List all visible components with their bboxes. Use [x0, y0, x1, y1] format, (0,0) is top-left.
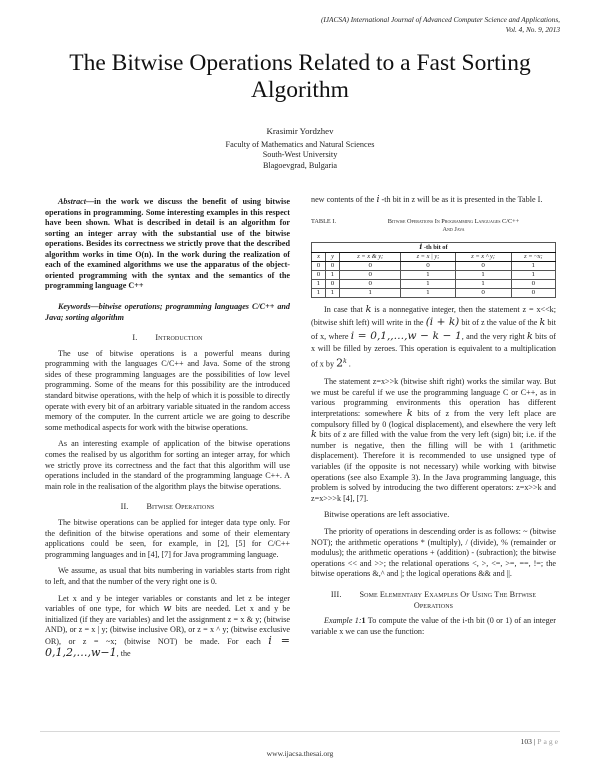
bitwise-paragraph-2: We assume, as usual that bits numbering in variables starts from right to left, and that the number of the very right one is 0.	[45, 566, 290, 586]
table-caption	[311, 218, 556, 234]
author-location: Blagoevgrad, Bulgaria	[262, 160, 338, 170]
table-row: 1 1 1 1 0 0	[312, 288, 556, 297]
shift-left-paragraph: In case that k is a nonnegative integer, then the statement z = x<<k; (bitwise shift left) will write in the (i + k) bit of z the value of the k bit of x, where i = 0,1,,…,w − k − 1, and the very right k bits of x will be filled by zeroes. This operation is equivalent to a multiplication of x by 2$^k$ .	[311, 303, 557, 370]
table-row: 0 1 0 1 1 1	[312, 270, 556, 279]
paper-title	[40, 50, 560, 104]
column-header: z = x | y;	[401, 252, 455, 261]
keywords: Keywords—bitwise operations; programming languages C/C++ and Java; sorting algorithm	[45, 301, 290, 322]
title-line-2: Algorithm	[251, 77, 349, 103]
section-heading-introduction: I. Introduction	[132, 333, 203, 343]
table-row: 1 0 0 1 1 0	[312, 279, 556, 288]
priority-paragraph: The priority of operations in descending order is as follows: ~ (bitwise NOT); the arithmetic operations * (multiply), / (divide), % (remainder or modulus); the arithmetic operations + (addition) - (subraction); the bitwise operations << and >>; the relational operations <, >, <=, >=, ==, !=; the bitwise operations &,^ and |; the logical operations && and ||.	[311, 527, 556, 579]
truth-table	[311, 242, 556, 298]
column-header: x	[312, 252, 326, 261]
abstract-lead: Abstract	[58, 197, 86, 206]
journal-name: (IJACSA) International Journal of Advanced Computer Science and Applications,	[320, 15, 560, 24]
intro-paragraph-1: The use of bitwise operations is a powerful means during programming with the languages C/C++ and Java. Some of the strong sides of these programming languages are the possibilities of low level programming. Some of the means for this possibility are the introduced standard bitwise operations, with the help of which it is possible to directly operate with every bit of an arbitrary variable situated in the random access memory of the computer. In the current article we are going to describe some methodical aspects for work with the bitwise operations.	[45, 348, 291, 432]
table-row: 0 0 0 0 0 1	[312, 261, 556, 270]
shift-right-paragraph: The statement z=x>>k (bitwise shift right) works the similar way. But we must be careful if we use the programming language C or C++, as in various programming environments this operation has different interpretations: somewhere k bits of z from the very left place are compulsory filled by 0 (logical displacement), and elsewhere the very left k bits of z are filled with the value from the very left (sign) bit; i.e. if the number is negative, then the filling will be with 1 (arithmetic displacement). Therefore it is recommended to use unsigned type of variables (if the opposite is not necessary) while working with bitwise operations (see also Example 3). In the Java programming language, this problem is solved by introducing the two different operators: z=x>>k and z=x>>>k [4], [7].	[311, 377, 557, 503]
abstract-text: —in the work we discuss the benefit of using bitwise operations in programming. Some interesting examples in this respect have been shown. What is described in detail is an algorithm for sorting an integer array with the substantial use of the bitwise operations. Besides its correctness we strictly prove that the described algorithm works in time O(n). In the work during the realization of each of the examined algorithms we use the apparatus of the object-oriented programming with the syntax and the semantics of the programming language C++	[45, 197, 290, 291]
associativity-paragraph: Bitwise operations are left associative.	[324, 510, 450, 520]
footer-url: www.ijacsa.thesai.org	[266, 749, 334, 758]
math-w: w	[163, 603, 172, 615]
column-header: y	[326, 252, 340, 261]
table-label: TABLE I.	[311, 217, 337, 225]
right-column	[311, 195, 556, 643]
section-heading-bitwise-operations: II. Bitwise Operations	[120, 502, 215, 512]
table-caption-line-1: Bitwise Operations In Programming Languages C/C++	[387, 217, 520, 225]
page-number: 103 | Page	[520, 737, 560, 746]
intro-paragraph-2: As an interesting example of application of the bitwise operations comes the realised by us algorithm for sorting an integer array, for which we strictly prove its correctness and the fact that this algorithm will use operations included in the standard of the programming language C++. A main role in the realisation of the algorithm plays the bitwise operations.	[45, 439, 290, 491]
footer-divider	[40, 731, 560, 732]
abstract	[45, 197, 290, 292]
example-1-paragraph: Example 1:1 To compute the value of the i-th bit (0 or 1) of an integer variable x we can use the function:	[311, 616, 556, 636]
bitwise-paragraph-3: Let x and y be integer variables or constants and let z be integer variables of one type, for which w bits are needed. Let x and y be initialized (if they are variables) and let the assignment z = x & y; (bitwise AND), or z = x | y; (bitwise inclusive OR), or z = x ^ y; (bitwise exclusive OR), or z = ~x; (bitwise NOT) be made. For each i = 0,1,2,…,w−1, the	[45, 593, 291, 659]
author-affiliation: Faculty of Mathematics and Natural Sciences	[225, 139, 375, 149]
section-heading-examples: III. Some Elementary Examples Of Using The Bitwise Operations	[330, 589, 537, 610]
author-name: Krasimir Yordzhev	[266, 126, 334, 136]
math-index-range: i = 0,1,2,…,w−1	[45, 633, 291, 659]
author-university: South-West University	[262, 150, 338, 160]
table-span-header: i -th bit of	[312, 242, 556, 252]
math-i: i	[376, 194, 380, 205]
column-header: z = x ^ y;	[455, 252, 511, 261]
column-header: z = ~x;	[511, 252, 555, 261]
author-block	[40, 126, 560, 171]
title-line-1: The Bitwise Operations Related to a Fast Sorting	[69, 50, 531, 76]
table-column-headers	[312, 252, 556, 261]
continued-paragraph: new contents of the i -th bit in z will be as it is presented in the Table I.	[311, 194, 543, 205]
table-caption-line-2: And Java	[442, 225, 465, 233]
running-head	[321, 15, 560, 34]
left-column	[45, 197, 290, 659]
bitwise-paragraph-1: The bitwise operations can be applied for integer data type only. For the definition of the bitwise operations and some of their elementary applications could be seen, for example, in [2], [5] for C/C++ programming languages and in [4], [7] for Java programming language.	[45, 518, 290, 559]
column-header: z = x & y;	[340, 252, 401, 261]
example-1-lead: Example 1:	[324, 616, 362, 626]
journal-volume: Vol. 4, No. 9, 2013	[505, 24, 560, 34]
